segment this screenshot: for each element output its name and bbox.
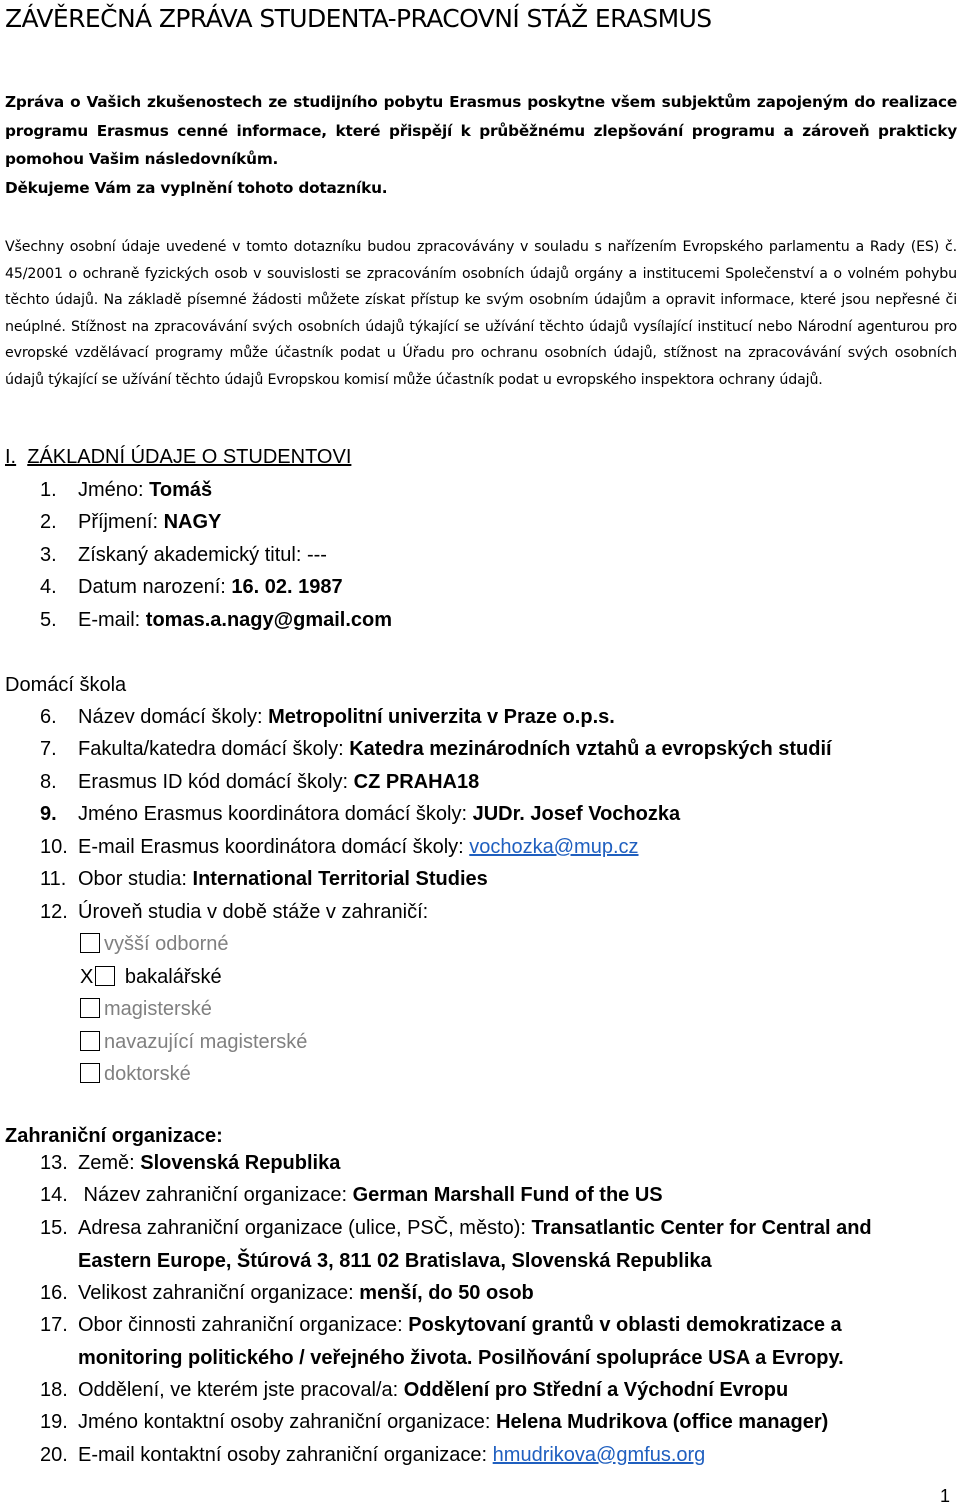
field-label: Země: xyxy=(78,1152,141,1174)
item-number: 2. xyxy=(40,511,57,533)
field-value: Oddělení pro Střední a Východní Evropu xyxy=(403,1379,789,1401)
field-label: Fakulta/katedra domácí školy: xyxy=(78,738,350,760)
option-label: doktorské xyxy=(104,1063,191,1085)
checkbox[interactable] xyxy=(80,998,100,1018)
field-contact-email xyxy=(40,1439,705,1472)
field-value-continued: monitoring politického / veřejného života. Posilňování spolupráce USA a Evropy. xyxy=(78,1346,844,1369)
field-value: JUDr. Josef Vochozka xyxy=(472,803,681,825)
document-title: ZÁVĚREČNÁ ZPRÁVA STUDENTA-PRACOVNÍ STÁŽ ERASMUS xyxy=(5,4,712,33)
page-number: 1 xyxy=(939,1486,950,1506)
field-value: Helena Mudrikova (office manager) xyxy=(496,1411,829,1433)
field-label: E-mail kontaktní osoby zahraniční organizace: xyxy=(78,1444,493,1466)
field-org-activity xyxy=(40,1309,844,1374)
field-value: German Marshall Fund of the US xyxy=(352,1184,663,1206)
section-heading-home-school: Domácí škola xyxy=(5,674,127,696)
field-label: Název zahraniční organizace: xyxy=(78,1184,353,1206)
item-number: 17. xyxy=(40,1314,68,1336)
intro-text: Zpráva o Vašich zkušenostech ze studijního pobytu Erasmus poskytne všem subjektům zapojeným do realizace programu Erasmus cenné informace, které přispějí k průběžnému zlepšování programu a zároveň prakticky pomohou Vašim následovníkům. xyxy=(5,93,957,168)
field-coordinator-email xyxy=(40,831,639,864)
field-label: Erasmus ID kód domácí školy: xyxy=(78,771,354,793)
field-home-faculty xyxy=(40,733,832,766)
field-label: Oddělení, ve kterém jste pracoval/a: xyxy=(78,1379,404,1401)
item-number: 1. xyxy=(40,479,57,501)
field-label: Velikost zahraniční organizace: xyxy=(78,1282,360,1304)
field-academic-title xyxy=(40,539,327,572)
field-label: Jméno Erasmus koordinátora domácí školy: xyxy=(78,803,473,825)
item-number: 11. xyxy=(40,868,67,890)
checkbox[interactable] xyxy=(80,1031,100,1051)
field-erasmus-id xyxy=(40,766,479,799)
thanks-text: Děkujeme Vám za vyplnění tohoto dotazníku. xyxy=(5,178,388,197)
field-department xyxy=(40,1374,788,1407)
field-study-level xyxy=(40,896,428,929)
coordinator-email-link[interactable]: vochozka@mup.cz xyxy=(469,836,639,858)
study-level-option xyxy=(80,928,229,961)
field-email xyxy=(40,604,392,637)
field-org-size xyxy=(40,1277,534,1310)
study-level-option xyxy=(80,961,222,994)
checkbox[interactable] xyxy=(95,966,115,986)
field-value: Tomáš xyxy=(149,479,213,501)
field-value: Katedra mezinárodních vztahů a evropských studií xyxy=(349,738,832,760)
field-value: tomas.a.nagy@gmail.com xyxy=(145,609,393,631)
field-label: Úroveň studia v době stáže v zahraničí: xyxy=(78,901,429,923)
item-number: 20. xyxy=(40,1444,68,1466)
field-org-address xyxy=(40,1212,872,1277)
item-number: 4. xyxy=(40,576,57,598)
field-contact-person xyxy=(40,1406,828,1439)
item-number: 19. xyxy=(40,1411,68,1433)
item-number: 16. xyxy=(40,1282,68,1304)
study-level-option xyxy=(80,993,212,1026)
field-birth-date xyxy=(40,571,343,604)
option-label: magisterské xyxy=(104,998,212,1020)
study-level-option xyxy=(80,1058,191,1091)
item-number: 14. xyxy=(40,1184,68,1206)
field-value: Metropolitní univerzita v Praze o.p.s. xyxy=(268,706,615,728)
field-label: Jméno kontaktní osoby zahraniční organizace: xyxy=(78,1411,497,1433)
contact-email-link[interactable]: hmudrikova@gmfus.org xyxy=(492,1444,706,1466)
option-label: vyšší odborné xyxy=(104,933,229,955)
field-org-name xyxy=(40,1179,663,1212)
section-heading-foreign-org: Zahraniční organizace: xyxy=(5,1125,223,1147)
item-number: 9. xyxy=(40,803,57,825)
field-value: 16. 02. 1987 xyxy=(231,576,343,598)
study-level-option xyxy=(80,1026,307,1059)
field-value-continued: Eastern Europe, Štúrová 3, 811 02 Bratislava, Slovenská Republika xyxy=(78,1249,712,1272)
field-label: Adresa zahraniční organizace (ulice, PSČ, město): xyxy=(78,1217,532,1239)
intro-paragraph xyxy=(5,88,957,202)
field-first-name xyxy=(40,474,212,507)
field-value: menší, do 50 osob xyxy=(359,1282,534,1304)
privacy-paragraph: Všechny osobní údaje uvedené v tomto dotazníku budou zpracovávány v souladu s nařízením Evropského parlamentu a Rady (ES) č. 45/2001 o ochraně fyzických osob v souvislosti se zpracováním osobních údajů orgány a institucemi Společenství a o volném pohybu těchto údajů. Na základě písemné žádosti můžete získat přístup ke svým osobním údajům a opravit informace, které jsou nepřesné či neúplné. Stížnost na zpracovávání svých osobních údajů týkající se užívání těchto údajů vysílající institucí nebo Národní agenturou pro evropské vzdělávací programy může účastník podat u Úřadu pro ochranu osobních údajů, stížnost na zpracovávání svých osobních údajů týkající se užívání těchto údajů Evropskou komisí může účastník podat u evropského inspektora ochrany údajů. xyxy=(5,239,957,388)
field-label: E-mail Erasmus koordinátora domácí školy: xyxy=(78,836,470,858)
item-number: 8. xyxy=(40,771,57,793)
section-title: ZÁKLADNÍ ÚDAJE O STUDENTOVI xyxy=(27,446,352,468)
item-number: 6. xyxy=(40,706,57,728)
field-last-name xyxy=(40,506,221,539)
section-heading-basic xyxy=(5,445,351,469)
field-label: Obor studia: xyxy=(78,868,193,890)
field-label: Příjmení: xyxy=(78,511,164,533)
field-value: International Territorial Studies xyxy=(192,868,488,890)
item-number: 5. xyxy=(40,609,57,631)
checkbox[interactable] xyxy=(80,1063,100,1083)
field-value: Poskytovaní grantů v oblasti demokratizace a xyxy=(408,1314,842,1336)
option-label: navazující magisterské xyxy=(104,1031,308,1053)
field-label: Název domácí školy: xyxy=(78,706,269,728)
field-field-of-study xyxy=(40,863,488,896)
field-label: Jméno: xyxy=(78,479,150,501)
item-number: 10. xyxy=(40,836,68,858)
item-number: 7. xyxy=(40,738,57,760)
field-value: NAGY xyxy=(163,511,222,533)
field-value: Slovenská Republika xyxy=(140,1152,341,1174)
item-number: 3. xyxy=(40,544,57,566)
field-coordinator-name xyxy=(40,798,680,831)
field-value: Transatlantic Center for Central and xyxy=(531,1217,872,1239)
field-value: CZ PRAHA18 xyxy=(353,771,480,793)
selected-mark: X xyxy=(80,966,94,988)
item-number: 15. xyxy=(40,1217,68,1239)
option-label: bakalářské xyxy=(124,966,222,988)
section-prefix: I. xyxy=(5,446,17,468)
item-number: 12. xyxy=(40,901,68,923)
item-number: 13. xyxy=(40,1152,68,1174)
field-home-school-name xyxy=(40,701,615,734)
item-number: 18. xyxy=(40,1379,68,1401)
checkbox[interactable] xyxy=(80,933,100,953)
field-label: Obor činnosti zahraniční organizace: xyxy=(78,1314,409,1336)
field-label: E-mail: xyxy=(78,609,146,631)
field-country xyxy=(40,1147,340,1180)
field-label: Datum narození: xyxy=(78,576,232,598)
field-label: Získaný akademický titul: --- xyxy=(78,544,327,566)
